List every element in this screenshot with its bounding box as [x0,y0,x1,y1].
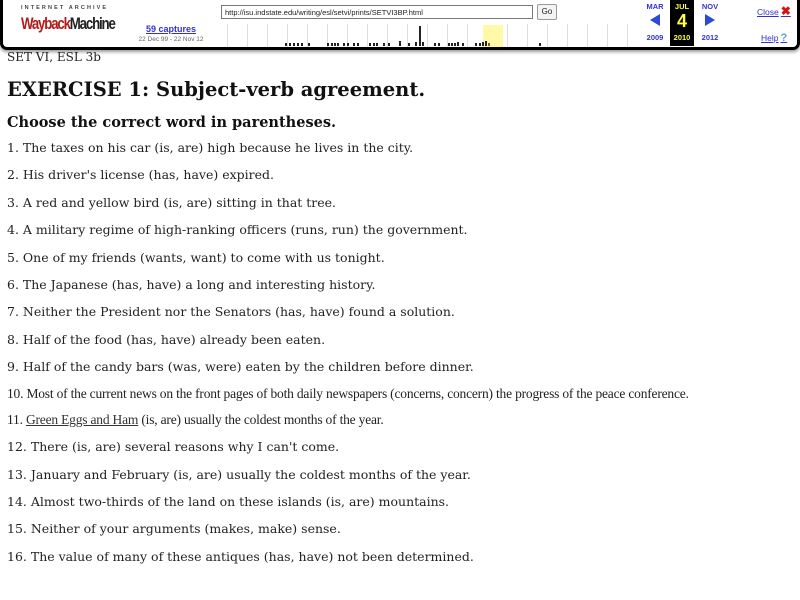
exercise-item: 13. January and February (is, are) usually the coldest months of the year. [7,466,471,482]
capture-bar [408,43,410,46]
exercise-item: 10. Most of the current news on the front pages of both daily newspapers (concerns, concern) the progress of the peace conference. [7,385,689,401]
captures-block [131,24,211,43]
go-button[interactable]: Go [537,4,557,20]
exercise-title: EXERCISE 1: Subject-verb agreement. [7,78,426,101]
prev-capture[interactable] [641,0,669,46]
page-content [7,50,797,576]
capture-bar [422,42,424,46]
close-icon[interactable]: ✖ [780,4,791,18]
capture-bar [308,43,310,46]
capture-bar [383,43,385,46]
item-text: (is, are) usually the coldest months of the year. [138,411,384,427]
green-eggs-and-ham-link[interactable]: Green Eggs and Ham [25,411,139,427]
capture-bar [343,43,345,46]
prev-month-label[interactable]: MAR [646,2,664,11]
next-capture[interactable] [696,0,724,46]
captures-date-range: 22 Dec 99 - 22 Nov 12 [138,36,204,43]
exercise-item: 8. Half of the food (has, have) already been eaten. [7,331,326,347]
capture-bar [353,43,355,46]
prev-year-label[interactable]: 2009 [646,33,664,42]
current-day-label: 4 [676,11,687,31]
year-divider [367,24,368,47]
capture-bar [289,43,291,46]
exercise-item: 1. The taxes on his car (is, are) high because he lives in the city. [7,140,414,155]
help-icon[interactable]: ? [780,32,788,44]
capture-bar-peak [419,26,421,46]
year-divider [427,24,428,47]
capture-timeline-sparkline[interactable] [221,22,641,47]
year-divider [627,24,628,47]
capture-bar [373,43,375,46]
exercise-item: 7. Neither the President nor the Senators (has, have) found a solution. [7,304,455,320]
capture-bar [482,42,484,46]
capture-bar [457,42,459,46]
capture-bar [369,43,371,46]
prev-arrow-icon[interactable] [650,14,660,26]
captures-link[interactable]: 59 captures [145,24,197,34]
capture-bar [301,43,303,46]
wayback-toolbar [0,0,800,50]
year-divider [467,24,468,47]
close-button[interactable] [757,4,791,18]
capture-calendar [641,0,727,46]
instructions-heading: Choose the correct word in parentheses. [7,114,337,131]
exercise-item [7,413,797,427]
set-label: SET VI, ESL 3b [7,50,101,64]
capture-bar [327,43,329,46]
exercise-item: 16. The value of many of these antiques (has, have) not been determined. [7,548,474,564]
capture-bar [357,43,359,46]
year-divider [287,24,288,47]
capture-bar [448,43,450,46]
year-divider [247,24,248,47]
capture-bar [485,41,487,46]
year-divider [587,24,588,47]
year-divider [267,24,268,47]
exercise-item: 5. One of my friends (wants, want) to come with us tonight. [7,249,385,265]
capture-bar [479,43,481,46]
logo-internet-archive-text: INTERNET ARCHIVE [21,5,109,11]
current-capture [670,0,694,46]
capture-bar [388,43,390,46]
capture-bar [337,43,339,46]
close-label[interactable]: Close [757,7,779,17]
capture-bar [399,41,401,46]
year-divider [547,24,548,47]
url-input[interactable]: http://isu.indstate.edu/writing/esl/setvi/prints/SETVI3BP.html [221,5,533,19]
current-year-label: 2010 [673,33,691,42]
exercise-list [7,140,797,564]
capture-bar [347,43,349,46]
capture-bar [539,43,541,46]
next-year-label[interactable]: 2012 [701,33,719,42]
capture-bar [415,42,417,46]
next-arrow-icon[interactable] [705,14,715,26]
capture-bar [475,43,477,46]
exercise-item: 3. A red and yellow bird (is, are) sitting in that tree. [7,194,337,210]
capture-bar [297,43,299,46]
exercise-item: 12. There (is, are) several reasons why I can't come. [7,439,340,455]
capture-bar [334,43,336,46]
capture-bar [454,43,456,46]
exercise-item: 2. His driver's license (has, have) expired. [7,167,274,183]
item-number: 11. [7,411,26,427]
help-label[interactable]: Help [761,33,779,43]
exercise-item: 9. Half of the candy bars (was, were) eaten by the children before dinner. [7,359,474,375]
next-month-label[interactable]: NOV [701,2,719,11]
capture-bar [451,43,453,46]
help-button[interactable] [761,32,787,44]
capture-bar [462,43,464,46]
exercise-item: 4. A military regime of high-ranking officers (runs, run) the government. [7,222,468,238]
capture-bar [376,43,378,46]
logo-wayback-machine-text: WaybackMachine [21,14,115,33]
capture-bar [293,43,295,46]
exercise-item: 15. Neither of your arguments (makes, make) sense. [7,521,341,537]
capture-bar [434,43,436,46]
year-divider [227,24,228,47]
capture-bar [331,43,333,46]
exercise-item: 14. Almost two-thirds of the land on these islands (is, are) mountains. [7,494,450,510]
exercise-item: 6. The Japanese (has, have) a long and interesting history. [7,276,376,292]
year-divider [507,24,508,47]
capture-bar [285,43,287,46]
capture-bar [438,43,440,46]
year-divider [567,24,568,47]
capture-bar-current [488,43,490,46]
year-divider [527,24,528,47]
year-divider [607,24,608,47]
current-month-label: JUL [674,2,690,11]
wayback-logo[interactable] [21,5,115,43]
